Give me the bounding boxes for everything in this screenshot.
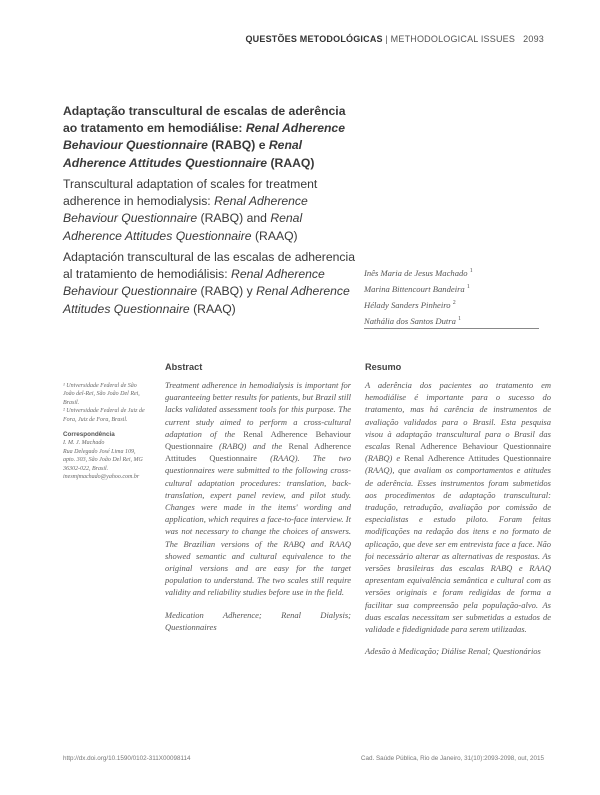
- page-number: 2093: [523, 34, 544, 44]
- title-pt-italic: Renal Adherence Behaviour Questionnaire: [63, 121, 345, 153]
- abstract-text: Treatment adherence in hemodialysis is important for guaranteeing better results for patients, but Brazil still lacks validated assessment tools for this purpose. The current study aimed to perform a cross-cultural adaptation of the Renal Adherence Behaviour Questionnaire (RABQ) and the Renal Adherence Attitudes Questionnaire (RAAQ). The two questionnaires were submitted to the following cross-cultural adaptation procedures: translation, back-translation, expert panel review, and pilot study. Changes were made in the items' wording and application, which requires a face-to-face interview. It was not necessary to change the choices of answers. The Brazilian versions of the RABQ and RAAQ showed semantic and cultural equivalence to the original versions and are easy for the target population to understand. The two scales still require validity and reliability studies before use in the field.: [165, 380, 351, 598]
- affiliation-1: ¹ Universidade Federal de São João del-Rei, São João Del Rei, Brasil.: [63, 383, 140, 406]
- author: Marina Bittencourt Bandeira $^1$: [364, 283, 470, 294]
- resumo-body: [365, 379, 551, 657]
- title-spanish: [63, 249, 363, 318]
- title-es-italic: Renal Adherence Attitudes Questionnaire: [63, 284, 350, 316]
- author: Nathália dos Santos Dutra $^1$: [364, 315, 462, 326]
- title-pt-part: (RABQ) e: [207, 138, 269, 153]
- title-portuguese: [63, 103, 363, 172]
- affiliation-2: ² Universidade Federal de Juiz de Fora, Juiz de Fora, Brasil.: [63, 408, 145, 423]
- section-label-pt: QUESTÕES METODOLÓGICAS: [245, 34, 383, 44]
- author: Hélady Sanders Pinheiro $^2$: [364, 299, 456, 310]
- correspondence-name: I. M. J. Machado: [63, 440, 105, 447]
- section-header: [245, 34, 544, 44]
- title-en-part: (RABQ) and: [197, 211, 271, 226]
- title-pt-italic: Renal Adherence Attitudes Questionnaire: [63, 138, 303, 170]
- correspondence-address: Rua Delegado José Lima 109, apto. 303, São João Del Rei, MG 36302-022, Brasil.: [63, 448, 143, 472]
- affiliations-sidebar: [63, 382, 145, 481]
- title-es-part: (RABQ) y: [197, 284, 257, 299]
- abstract-keywords: Medication Adherence; Renal Dialysis; Questionnaires: [165, 609, 351, 632]
- resumo-text: A aderência dos pacientes ao tratamento em hemodiálise é importante para o sucesso do tratamento, mas há carência de instrumentos de avaliação validados para o Brasil. Esta pesquisa visou à adaptação transcultural para o Brasil das escalas Renal Adherence Behaviour Questionnaire (RABQ) e Renal Adherence Attitudes Questionnaire (RAAQ), que avaliam os comportamentos e atitudes de aderência. Esses instrumentos foram submetidos aos procedimentos de adaptação transcultural: tradução, retradução, avaliação por comissão de especialistas e estudo piloto. Foram feitas modificações na redação dos itens e no formato de aplicação, que deve ser em entrevista face a face. Não foi necessário alterar as alternativas de respostas. As versões brasileiras das escalas RABQ e RAAQ apresentam equivalência semântica e cultural com as versões originais e foram redigidas de forma a facilitar sua compreensão pela população-alvo. As duas escalas necessitam ser submetidas a estudos de validade e fidedignidade para serem utilizadas.: [365, 380, 552, 635]
- title-en-italic: Renal Adherence Attitudes Questionnaire: [63, 211, 303, 243]
- correspondence-label: Correspondência: [63, 431, 115, 439]
- author-divider: [364, 328, 539, 329]
- resumo-keywords: Adesão à Medicação; Diálise Renal; Questionários: [365, 646, 541, 657]
- title-en-italic: Renal Adherence Behaviour Questionnaire: [63, 194, 308, 226]
- author-list: [364, 264, 564, 327]
- correspondence-email[interactable]: inesmjmachado@yahoo.com.br: [63, 474, 140, 481]
- title-en-part: Transcultural adaptation of scales for treatment adherence in hemodialysis:: [63, 177, 318, 209]
- section-divider: |: [385, 34, 391, 44]
- abstract-body: [165, 379, 351, 633]
- title-es-part: (RAAQ): [189, 301, 236, 316]
- doi-link[interactable]: http://dx.doi.org/10.1590/0102-311X00098114: [63, 755, 191, 762]
- title-pt-part: (RAAQ): [267, 155, 315, 170]
- title-english: [63, 176, 363, 245]
- title-es-italic: Renal Adherence Behaviour Questionnaire: [63, 267, 325, 299]
- title-es-part: Adaptación transcultural de las escalas de adherencia al tratamiento de hemodiálisis:: [63, 250, 356, 282]
- journal-citation: Cad. Saúde Pública, Rio de Janeiro, 31(10):2093-2098, out, 2015: [360, 755, 544, 762]
- resumo-heading: Resumo: [365, 362, 402, 372]
- section-label-en: METHODOLOGICAL ISSUES: [390, 34, 516, 44]
- title-en-part: (RAAQ): [251, 228, 298, 243]
- title-pt-part: Adaptação transcultural de escalas de aderência ao tratamento em hemodiálise:: [63, 104, 346, 136]
- abstract-heading: Abstract: [165, 362, 203, 372]
- author: Inês Maria de Jesus Machado $^1$: [364, 267, 473, 278]
